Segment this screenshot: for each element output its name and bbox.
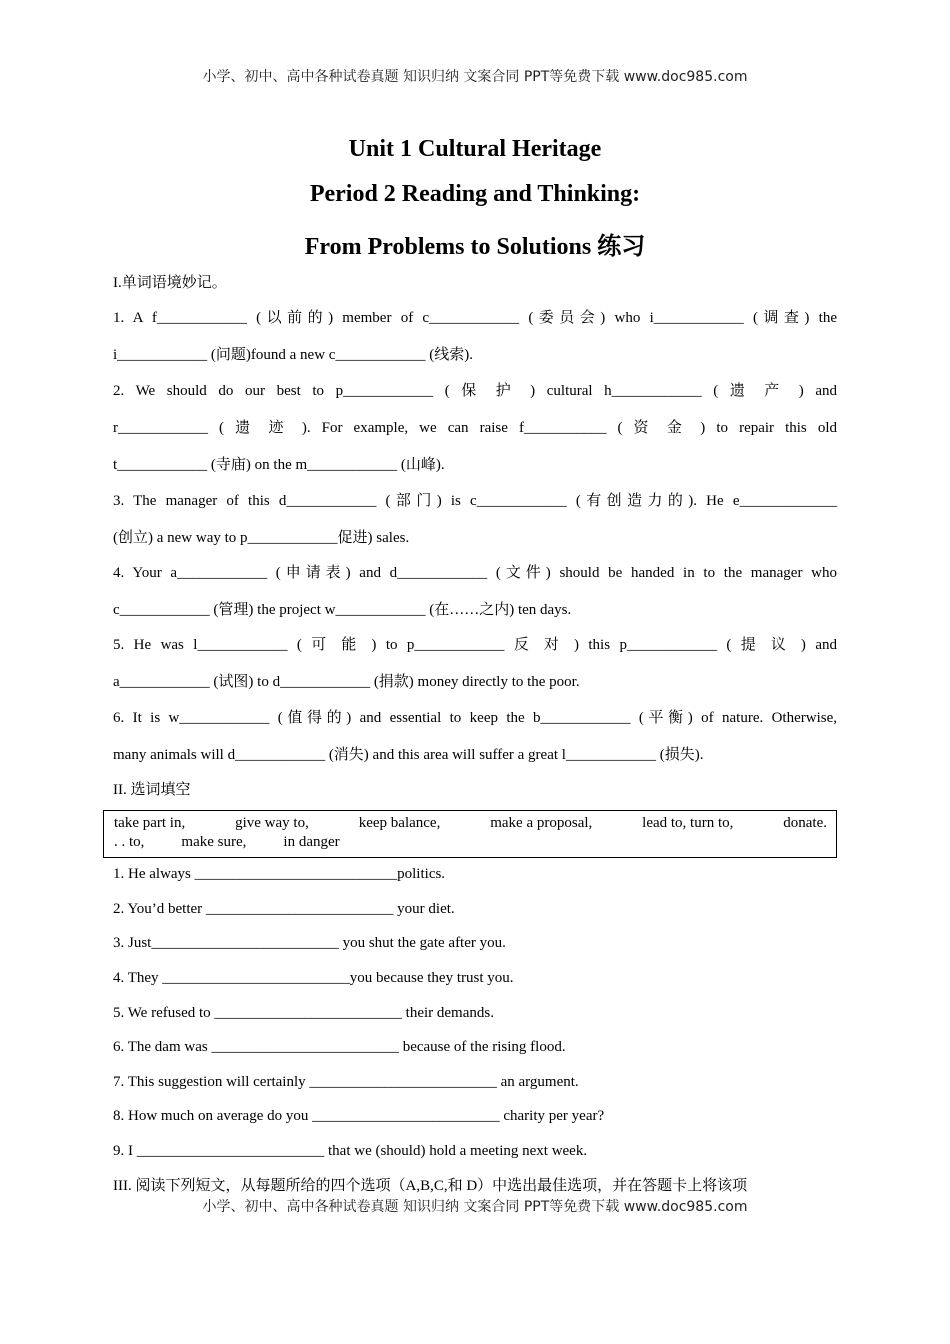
fill-item: 8. How much on average do you _________________________ charity per year? bbox=[113, 1108, 605, 1124]
section1-line: c____________ (管理) the project w____________ (在……之内) ten days. bbox=[113, 602, 572, 618]
section1-line: i____________ (问题)found a new c____________ (线索). bbox=[113, 347, 473, 363]
section1-line: many animals will d____________ (消失) and this area will suffer a great l____________ (损失). bbox=[113, 747, 704, 763]
word-bank-box bbox=[103, 810, 837, 858]
page-header: 小学、初中、高中各种试卷真题 知识归纳 文案合同 PPT等免费下载 www.doc985.com bbox=[202, 69, 748, 85]
title-topic: From Problems to Solutions 练习 bbox=[304, 234, 646, 260]
word-bank-item: in danger bbox=[283, 834, 340, 850]
fill-item: 1. He always ___________________________politics. bbox=[113, 866, 446, 882]
title-unit: Unit 1 Cultural Heritage bbox=[348, 136, 602, 162]
section1-line: r____________ ( 遗 迹 ). For example, we can raise f___________ ( 资 金 ) to repair this old bbox=[113, 420, 837, 436]
section1-line: 2. We should do our best to p____________ ( 保 护 ) cultural h____________ ( 遗 产 ) and bbox=[113, 383, 837, 399]
word-bank-item: lead to, turn to, bbox=[642, 815, 734, 831]
word-bank-item: donate. bbox=[783, 815, 827, 831]
word-bank-item: give way to, bbox=[235, 815, 309, 831]
section3-heading: III. 阅读下列短文，从每题所给的四个选项（A,B,C,和 D）中选出最佳选项，并在答题卡上将该项 bbox=[113, 1178, 748, 1194]
section1-line: 6. It is w____________ (值得的) and essential to keep the b____________ (平衡) of nature. Otherwise, bbox=[113, 710, 837, 726]
title-period: Period 2 Reading and Thinking: bbox=[309, 181, 641, 207]
section1-line: 3. The manager of this d____________ (部门) is c____________ (有创造力的). He e_____________ bbox=[113, 493, 837, 509]
section1-line: 1. A f____________ (以前的) member of c____________ (委员会) who i____________ (调查) the bbox=[113, 310, 837, 326]
section2-heading: II. 选词填空 bbox=[113, 782, 191, 798]
section1-line: 5. He was l____________ ( 可 能 ) to p____________ 反 对 ) this p____________ ( 提 议 ) and bbox=[113, 637, 837, 653]
section1-line: (创立) a new way to p____________促进) sales. bbox=[113, 530, 410, 546]
word-bank-item: take part in, bbox=[114, 815, 186, 831]
fill-item: 3. Just_________________________ you shut the gate after you. bbox=[113, 935, 506, 951]
word-bank-row bbox=[114, 814, 827, 833]
page-footer: 小学、初中、高中各种试卷真题 知识归纳 文案合同 PPT等免费下载 www.doc985.com bbox=[202, 1199, 748, 1215]
section1-heading: I.单词语境妙记。 bbox=[113, 275, 227, 291]
word-bank-item: make sure, bbox=[181, 834, 247, 850]
section1-line: a____________ (试图) to d____________ (捐款) money directly to the poor. bbox=[113, 674, 580, 690]
fill-item: 9. I _________________________ that we (should) hold a meeting next week. bbox=[113, 1143, 588, 1159]
fill-item: 5. We refused to _________________________ their demands. bbox=[113, 1005, 494, 1021]
word-bank-item: . . to, bbox=[114, 834, 145, 850]
fill-item: 4. They _________________________you because they trust you. bbox=[113, 970, 514, 986]
fill-item: 7. This suggestion will certainly _________________________ an argument. bbox=[113, 1074, 579, 1090]
section1-line: 4. Your a____________ (申请表) and d____________ (文件) should be handed in to the manager who bbox=[113, 565, 837, 581]
fill-item: 2. You’d better _________________________ your diet. bbox=[113, 901, 455, 917]
word-bank-row bbox=[114, 833, 827, 852]
word-bank-item: make a proposal, bbox=[490, 815, 593, 831]
section1-line: t____________ (寺庙) on the m____________ (山峰). bbox=[113, 457, 445, 473]
fill-item: 6. The dam was _________________________ because of the rising flood. bbox=[113, 1039, 566, 1055]
word-bank-item: keep balance, bbox=[358, 815, 441, 831]
